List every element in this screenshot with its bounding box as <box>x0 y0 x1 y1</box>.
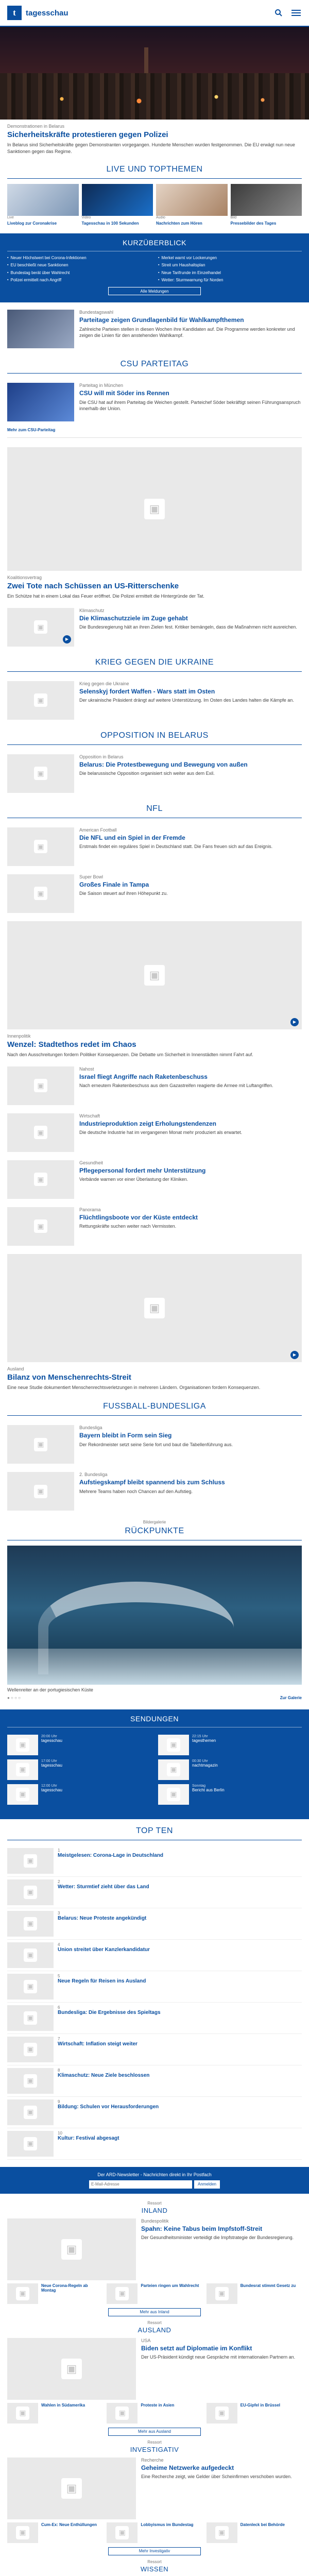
topten-list <box>0 1845 309 2160</box>
article-teaser[interactable]: ▣ ▶ Ausland Bilanz von Menschenrechts-Streit Eine neue Studie dokumentiert Menschenrechtsverletzungen in mehreren Ländern. Organisationen fordern Konsequenzen. <box>0 1250 309 1395</box>
list-item[interactable]: ▪ Wetter: Sturmwarnung für Norden <box>158 278 302 283</box>
image-icon: ▣ <box>34 1079 47 1092</box>
article-teaser[interactable]: ▣ Super Bowl Großes Finale in Tampa Die Saison steuert auf ihren Höhepunkt zu. <box>0 870 309 917</box>
article-teaser[interactable]: ▣ Gesundheit Pflegepersonal fordert mehr Unterstützung Verbände warnen vor einer Überlastung der Kliniken. <box>0 1156 309 1203</box>
more-investigativ-button[interactable]: Mehr Investigativ <box>108 2547 201 2555</box>
section-title-gallery: RÜCKPUNKTE <box>7 1526 302 1540</box>
kurzueberblick-title: KURZÜBERBLICK <box>7 239 302 251</box>
list-item[interactable]: ▣ 8 Klimaschutz: Neue Ziele beschlossen <box>7 2065 302 2097</box>
article-teaser[interactable]: ▣ Recherche Geheime Netzwerke aufgedeckt Eine Recherche zeigt, wie Gelder über Scheinfirmen verschoben wurden. <box>7 2458 302 2519</box>
image-icon: ▣ <box>34 1173 47 1186</box>
newsletter-submit-button[interactable]: Anmelden <box>194 2180 220 2189</box>
image-icon: ▣ <box>34 1126 47 1139</box>
image-placeholder <box>7 447 302 571</box>
logo[interactable] <box>7 6 68 20</box>
section-title-wissen: WISSEN <box>140 2565 169 2573</box>
ressort-investigativ: Ressort INVESTIGATIV ▣ Recherche Geheime Netzwerke aufgedeckt Eine Recherche zeigt, wie Gelder über Scheinfirmen verschoben wurden. ▣ Cum-Ex: Neue Enthüllungen ▣ Lobbyismus im Bundestag ▣ Datenleck bei Behörde Mehr Investigativ <box>0 2440 309 2555</box>
list-item[interactable]: ▪ Streit um Haushaltsplan <box>158 263 302 268</box>
list-item[interactable]: ▣ 10 Kultur: Festival abgesagt <box>7 2128 302 2160</box>
video-icon: ▶ <box>290 1018 299 1026</box>
image-icon: ▣ <box>34 693 47 707</box>
image-placeholder <box>7 874 74 913</box>
gallery-caption: Wellenreiter an der portugiesischen Küste <box>7 1687 93 1693</box>
list-item[interactable]: ▣ 9 Bildung: Schulen vor Herausforderungen <box>7 2097 302 2128</box>
image-placeholder <box>7 827 74 866</box>
image-placeholder <box>7 921 302 1029</box>
more-ausland-button[interactable]: Mehr aus Ausland <box>108 2428 201 2436</box>
broadcast-item[interactable]: ▣ Sonntag Bericht aus Berlin <box>158 1784 302 1805</box>
image-placeholder <box>7 1254 302 1362</box>
section-title-investigativ: INVESTIGATIV <box>130 2445 179 2453</box>
list-item[interactable]: ▣ Parteien ringen um Wahlrecht <box>107 2283 202 2304</box>
section-title-nfl: NFL <box>7 797 302 818</box>
list-item[interactable]: ▣ 4 Union streitet über Kanzlerkandidatur <box>7 1940 302 1971</box>
list-item[interactable]: ▣ 7 Wirtschaft: Inflation steigt weiter <box>7 2034 302 2065</box>
broadcast-item[interactable]: ▣ 00:30 Uhr nachtmagazin <box>158 1759 302 1780</box>
article-teaser[interactable]: Parteitag in München CSU will mit Söder ins Rennen Die CSU hat auf ihrem Parteitag die Weichen gestellt. Parteichef Söder bekräftigt seinen Führungsanspruch innerhalb der Union. <box>0 379 309 426</box>
ressort-wissen: Ressort WISSEN <box>0 2560 309 2576</box>
article-teaser[interactable]: ▣ USA Biden setzt auf Diplomatie im Konflikt Der US-Präsident kündigt neue Gespräche mit internationalen Partnern an. <box>7 2338 302 2400</box>
list-item[interactable]: ▣ EU-Gipfel in Brüssel <box>207 2403 302 2424</box>
video-icon: ▶ <box>63 635 71 643</box>
image-placeholder <box>7 608 74 647</box>
hero-headline[interactable]: Sicherheitskräfte protestieren gegen Polizei <box>7 130 168 139</box>
article-teaser[interactable]: ▣ Bundespolitik Spahn: Keine Tabus beim Impfstoff-Streit Der Gesundheitsminister verteidigt die Impfstrategie der Bundesregierung. <box>7 2218 302 2280</box>
search-icon[interactable] <box>273 7 284 19</box>
section-title-fussball: FUSSBALL-BUNDESLIGA <box>7 1395 302 1416</box>
article-teaser[interactable]: ▣ 2. Bundesliga Aufstiegskampf bleibt spannend bis zum Schluss Mehrere Teams haben noch Chancen auf den Aufstieg. <box>0 1468 309 1515</box>
gallery-image[interactable] <box>7 1546 302 1685</box>
newsletter-email-input[interactable] <box>89 2180 192 2189</box>
list-item[interactable]: ▪ Neuer Höchstwert bei Corona-Infektionen <box>7 256 151 261</box>
list-item[interactable]: ▣ Bundesrat stimmt Gesetz zu <box>207 2283 302 2304</box>
section-title-inland: INLAND <box>141 2206 168 2214</box>
gallery-label: Bildergalerie <box>143 1520 166 1525</box>
live-card[interactable]: Audio Nachrichten zum Hören <box>156 184 228 226</box>
article-teaser[interactable]: Bundestagswahl Parteitage zeigen Grundlagenbild für Wahlkampfthemen Zahlreiche Parteien stellen in diesen Wochen ihre Kandidaten auf. Die Programme werden konkreter und zeigen die Linien für den anstehenden Wahlkampf. <box>0 306 309 352</box>
image-placeholder <box>7 1207 74 1246</box>
article-teaser[interactable]: ▣ Krieg gegen die Ukraine Selenskyj fordert Waffen - Wars statt im Osten Der ukrainische Präsident drängt auf weitere Unterstützung. Im Osten des Landes halten die Kämpfe an. <box>0 677 309 724</box>
broadcast-item[interactable]: ▣ 22:15 Uhr tagesthemen <box>158 1735 302 1755</box>
image-placeholder <box>7 1472 74 1511</box>
article-teaser[interactable]: ▣ American Football Die NFL und ein Spiel in der Fremde Erstmals findet ein reguläres Spiel in Deutschland statt. Die Fans freuen sich auf das Ereignis. <box>0 823 309 870</box>
menu-icon[interactable] <box>290 7 302 19</box>
kurzueberblick-box <box>0 233 309 303</box>
hero-article[interactable] <box>0 27 309 158</box>
image-placeholder <box>7 681 74 720</box>
sendungen-box <box>0 1709 309 1819</box>
list-item[interactable]: ▣ 3 Belarus: Neue Proteste angekündigt <box>7 1908 302 1940</box>
ressort-ausland: Ressort AUSLAND ▣ USA Biden setzt auf Diplomatie im Konflikt Der US-Präsident kündigt neue Gespräche mit internationalen Partnern an. ▣ Wahlen in Südamerika ▣ Proteste in Asien ▣ EU-Gipfel in Brüssel Mehr aus Ausland <box>0 2320 309 2436</box>
image-icon: ▣ <box>34 887 47 900</box>
image-icon: ▣ <box>144 499 165 519</box>
article-teaser[interactable]: ▣ Bundesliga Bayern bleibt in Form sein Sieg Der Rekordmeister setzt seine Serie fort und baut die Tabellenführung aus. <box>0 1421 309 1468</box>
section-title-topten: TOP TEN <box>7 1819 302 1840</box>
kurzueberblick-list <box>7 256 302 283</box>
broadcast-item[interactable]: ▣ 17:00 Uhr tagesschau <box>7 1759 151 1780</box>
hero-image <box>0 27 309 120</box>
section-title-live: LIVE UND TOPTHEMEN <box>7 158 302 179</box>
list-item[interactable]: ▣ Datenleck bei Behörde <box>207 2522 302 2543</box>
article-teaser[interactable]: ▣ ▶ Klimaschutz Die Klimaschutzziele im Zuge gehabt Die Bundesregierung hält an ihren Zielen fest. Kritiker bemängeln, dass die Maßnahmen nicht ausreichen. <box>0 604 309 651</box>
section-title-ukraine: KRIEG GEGEN DIE UKRAINE <box>7 651 302 672</box>
hero-teaser: In Belarus sind Sicherheitskräfte gegen Demonstranten vorgegangen. Hunderte Menschen wurden festgenommen. Die EU erwägt nun neue Sanktionen gegen das Regime. <box>7 142 295 154</box>
article-teaser[interactable]: ▣ Wirtschaft Industrieproduktion zeigt Erholungstendenzen Die deutsche Industrie hat im vergangenen Monat mehr produziert als erwartet. <box>0 1109 309 1156</box>
image-icon: ▣ <box>34 1438 47 1451</box>
section-title-belarus: OPPOSITION IN BELARUS <box>7 724 302 745</box>
list-item[interactable]: ▣ Proteste in Asien <box>107 2403 202 2424</box>
list-item[interactable]: ▪ Polizei ermittelt nach Angriff <box>7 278 151 283</box>
section-title-ausland: AUSLAND <box>138 2326 171 2334</box>
newsletter-box <box>0 2167 309 2194</box>
list-item[interactable]: ▪ EU beschließt neue Sanktionen <box>7 263 151 268</box>
section-title-csu: CSU PARTEITAG <box>7 352 302 374</box>
live-strip <box>0 184 309 226</box>
image-placeholder <box>7 1113 74 1152</box>
image-icon: ▣ <box>34 1485 47 1498</box>
logo-text: tagesschau <box>26 8 68 18</box>
header-icons <box>273 7 302 19</box>
list-item[interactable]: ▣ 6 Bundesliga: Die Ergebnisse des Spieltags <box>7 2003 302 2034</box>
article-teaser[interactable]: ▣ Panorama Flüchtlingsboote vor der Küste entdeckt Rettungskräfte suchen weiter nach Vermissten. <box>0 1203 309 1250</box>
image-placeholder <box>7 1066 74 1105</box>
gallery[interactable] <box>0 1546 309 1700</box>
list-item[interactable]: ▣ Cum-Ex: Neue Enthüllungen <box>7 2522 102 2543</box>
image-icon: ▣ <box>144 965 165 986</box>
article-teaser[interactable]: ▣ Koalitionsvertrag Zwei Tote nach Schüssen an US-Ritterschenke Ein Schütze hat in einem Lokal das Feuer eröffnet. Die Polizei ermittelt die Hintergründe der Tat. <box>0 443 309 604</box>
all-news-button[interactable]: Alle Meldungen <box>108 287 201 295</box>
article-teaser[interactable]: ▣ Nahost Israel fliegt Angriffe nach Raketenbeschuss Nach erneutem Raketenbeschuss aus dem Gazastreifen reagierte die Armee mit Luftangriffen. <box>0 1062 309 1109</box>
ressort-inland: Ressort INLAND ▣ Bundespolitik Spahn: Keine Tabus beim Impfstoff-Streit Der Gesundheitsminister verteidigt die Impfstrategie der Bundesregierung. ▣ Neue Corona-Regeln ab Montag ▣ Parteien ringen um Wahlrecht ▣ Bundesrat stimmt Gesetz zu Mehr aus Inland <box>0 2201 309 2316</box>
list-item[interactable]: ▣ 1 Meistgelesen: Corona-Lage in Deutschland <box>7 1845 302 1877</box>
more-inland-button[interactable]: Mehr aus Inland <box>108 2308 201 2316</box>
live-card[interactable]: Video Tagesschau in 100 Sekunden <box>82 184 153 226</box>
logo-mark: t <box>7 6 22 20</box>
image-placeholder <box>7 754 74 793</box>
image-icon: ▣ <box>144 1298 165 1318</box>
image-icon: ▣ <box>34 620 47 634</box>
list-item[interactable]: ▪ Merkel warnt vor Lockerungen <box>158 256 302 261</box>
csu-more-link[interactable]: Mehr zum CSU-Parteitag <box>7 428 56 433</box>
gallery-link[interactable]: Zur Galerie <box>280 1695 302 1700</box>
image-icon: ▣ <box>34 840 47 853</box>
list-item[interactable]: ▪ Bundestag berät über Wahlrecht <box>7 270 151 276</box>
list-item[interactable]: ▣ Neue Corona-Regeln ab Montag <box>7 2283 102 2304</box>
sendungen-title: SENDUNGEN <box>7 1715 302 1727</box>
gallery-dots: ● ○ ○ ○ <box>7 1695 21 1700</box>
broadcast-item[interactable]: ▣ 20:00 Uhr tagesschau <box>7 1735 151 1755</box>
list-item[interactable]: ▪ Neue Tarifrunde im Einzelhandel <box>158 270 302 276</box>
image-placeholder <box>7 1425 74 1464</box>
newsletter-text: Der ARD-Newsletter - Nachrichten direkt in Ihr Postfach <box>97 2172 212 2177</box>
site-header <box>0 0 309 27</box>
image-placeholder <box>7 1160 74 1199</box>
list-item[interactable]: ▣ 5 Neue Regeln für Reisen ins Ausland <box>7 1971 302 2003</box>
live-card[interactable]: Bild Pressebilder des Tages <box>231 184 302 226</box>
video-icon: ▶ <box>290 1351 299 1359</box>
article-teaser[interactable]: ▣ Opposition in Belarus Belarus: Die Protestbewegung und Bewegung von außen Die belarussische Opposition organisiert sich weiter aus dem Exil. <box>0 750 309 797</box>
image-icon: ▣ <box>34 767 47 780</box>
live-card[interactable]: Live Liveblog zur Coronakrise <box>7 184 79 226</box>
article-teaser[interactable]: ▣ ▶ Innenpolitik Wenzel: Stadtethos redet im Chaos Nach den Ausschreitungen fordern Politiker Konsequenzen. Die Debatte um Sicherheit in Innenstädten nimmt Fahrt auf. <box>0 917 309 1062</box>
hero-topline: Demonstrationen in Belarus <box>7 124 65 129</box>
image-icon: ▣ <box>34 1219 47 1233</box>
list-item[interactable]: ▣ Lobbyismus im Bundestag <box>107 2522 202 2543</box>
broadcast-item[interactable]: ▣ 12:00 Uhr tagesschau <box>7 1784 151 1805</box>
list-item[interactable]: ▣ Wahlen in Südamerika <box>7 2403 102 2424</box>
list-item[interactable]: ▣ 2 Wetter: Sturmtief zieht über das Land <box>7 1877 302 1908</box>
